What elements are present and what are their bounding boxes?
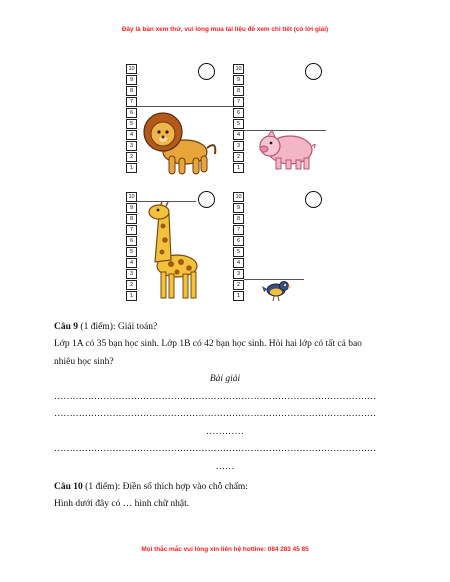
scale-cell: 9	[233, 203, 244, 213]
answer-circle-giraffe[interactable]	[198, 191, 215, 208]
scale-cell: 7	[126, 97, 137, 107]
pig-illustration	[256, 128, 320, 177]
scale-cell: 5	[233, 119, 244, 129]
scale-cell: 5	[233, 247, 244, 257]
answer-dots-line-1: ……………………………………………………………………………………………	[54, 392, 377, 402]
scale-cell: 1	[126, 291, 137, 301]
scale-cell: 8	[126, 86, 137, 96]
scale-cell: 8	[233, 86, 244, 96]
giraffe-illustration	[141, 200, 205, 305]
question-10-line-1: Hình dưới đây có … hình chữ nhật.	[54, 499, 190, 509]
question-9-points: (1 điểm): Giải toán?	[78, 322, 158, 332]
scale-cell: 4	[233, 258, 244, 268]
scale-cell: 7	[233, 225, 244, 235]
scale-cell: 4	[126, 130, 137, 140]
scale-cell: 7	[126, 225, 137, 235]
scale-cell: 1	[233, 163, 244, 173]
scale-cell: 3	[126, 269, 137, 279]
scale-cell: 10	[126, 192, 137, 202]
hotline-notice: Mọi thắc mắc vui lòng xin liên hệ hotline: 084 283 45 85	[141, 546, 309, 553]
answer-circle-lion[interactable]	[198, 63, 215, 80]
scale-cell: 10	[126, 64, 137, 74]
height-scale-lion	[126, 64, 137, 174]
scale-cell: 4	[233, 130, 244, 140]
answer-circle-pig[interactable]	[305, 63, 322, 80]
solution-heading: Bài giải	[209, 374, 241, 384]
lion-illustration	[141, 110, 219, 183]
height-scale-giraffe	[126, 192, 137, 302]
scale-cell: 2	[126, 152, 137, 162]
scale-cell: 8	[126, 214, 137, 224]
question-9-label: Câu 9	[54, 322, 79, 332]
answer-dots-line-2: ……………………………………………………………………………………………	[54, 409, 377, 419]
answer-dots-line-5: ……	[215, 462, 235, 472]
question-10-label: Câu 10	[54, 482, 83, 492]
scale-cell: 2	[233, 280, 244, 290]
scale-cell: 6	[126, 236, 137, 246]
answer-dots-line-4: ……………………………………………………………………………………………	[54, 444, 377, 454]
scale-cell: 6	[233, 236, 244, 246]
scale-cell: 6	[233, 108, 244, 118]
scale-cell: 6	[126, 108, 137, 118]
scale-cell: 2	[233, 152, 244, 162]
scale-cell: 10	[233, 64, 244, 74]
answer-circle-bird[interactable]	[305, 191, 322, 208]
scale-cell: 1	[233, 291, 244, 301]
scale-cell: 3	[126, 141, 137, 151]
scale-cell: 10	[233, 192, 244, 202]
question-10-title	[54, 481, 248, 493]
question-10-points: (1 điểm): Điền số thích hợp vào chỗ chấm:	[82, 482, 248, 492]
scale-cell: 1	[126, 163, 137, 173]
scale-cell: 7	[233, 97, 244, 107]
answer-dots-line-3: …………	[206, 427, 244, 437]
question-9-line-2: nhiêu học sinh?	[54, 357, 114, 367]
scale-cell: 8	[233, 214, 244, 224]
scale-cell: 2	[126, 280, 137, 290]
question-9-line-1: Lớp 1A có 35 bạn học sinh. Lớp 1B có 42 bạn học sinh. Hỏi hai lớp có tất cả bao	[54, 339, 362, 349]
height-scale-bird	[233, 192, 244, 302]
preview-notice: Đây là bản xem thử, vui lòng mua tài liệu để xem chi tiết (có lời giải)	[121, 26, 329, 33]
scale-cell: 5	[126, 119, 137, 129]
bird-illustration	[262, 278, 292, 307]
scale-cell: 5	[126, 247, 137, 257]
scale-cell: 3	[233, 269, 244, 279]
scale-cell: 9	[126, 75, 137, 85]
scale-cell: 4	[126, 258, 137, 268]
question-9-title	[54, 321, 157, 333]
scale-cell: 9	[126, 203, 137, 213]
scale-cell: 3	[233, 141, 244, 151]
height-line-lion	[137, 106, 240, 107]
scale-cell: 9	[233, 75, 244, 85]
height-scale-pig	[233, 64, 244, 174]
